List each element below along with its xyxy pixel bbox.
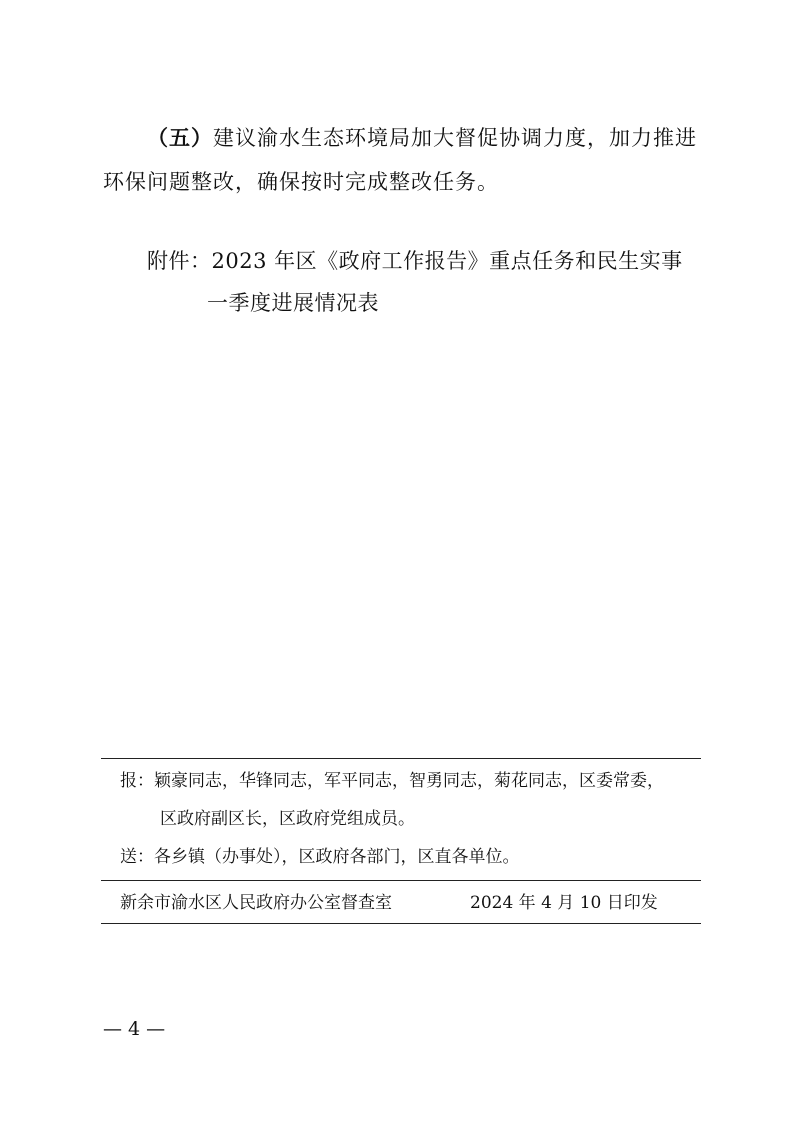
- paragraph-line-1: [103, 116, 697, 160]
- paragraph-text-1: 建议渝水生态环境局加大督促协调力度，加力推进: [213, 126, 697, 150]
- report-line-1: 报：颖豪同志，华锋同志，军平同志，智勇同志，菊花同志，区委常委，: [120, 771, 664, 791]
- send-to-list: [120, 838, 700, 876]
- attachment-note: [147, 240, 683, 324]
- body-paragraph: [103, 116, 697, 204]
- paragraph-heading: （五）: [147, 125, 213, 150]
- report-line-2: 区政府副区长，区政府党组成员。: [160, 809, 415, 829]
- page-number: — 4 —: [103, 1018, 166, 1040]
- issue-date: 2024 年 4 月 10 日印发: [470, 893, 658, 913]
- report-to-list: [120, 762, 700, 838]
- attachment-line-2: 一季度进展情况表: [207, 291, 379, 315]
- attachment-line-1: 附件：2023 年区《政府工作报告》重点任务和民生实事: [147, 249, 683, 273]
- distribution-top-rule: [101, 758, 701, 759]
- distribution-middle-rule: [101, 880, 701, 881]
- issuer-name: 新余市渝水区人民政府办公室督查室: [120, 893, 392, 913]
- send-line-1: 送：各乡镇（办事处），区政府各部门，区直各单位。: [120, 847, 520, 867]
- distribution-bottom-rule: [101, 923, 701, 924]
- paragraph-line-2: 环保问题整改，确保按时完成整改任务。: [103, 170, 499, 194]
